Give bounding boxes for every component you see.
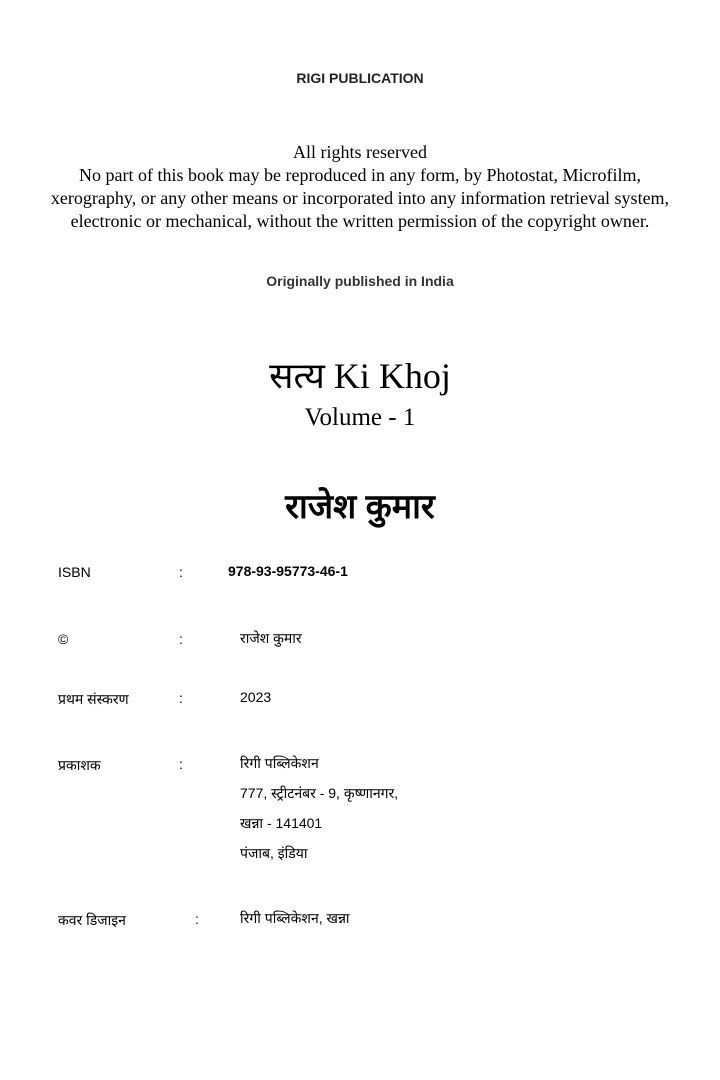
detail-colon: : [179, 631, 183, 647]
address-line: 777, स्ट्रीटनंबर - 9, कृष्णानगर, [240, 785, 399, 801]
publisher-address [240, 748, 398, 868]
address-line: रिगी पब्लिकेशन [240, 755, 319, 771]
detail-value: रिगी पब्लिकेशन, खन्ना [240, 910, 350, 926]
book-volume: Volume - 1 [304, 404, 416, 431]
book-author: राजेश कुमार [285, 488, 435, 526]
rights-heading: All rights reserved [293, 142, 427, 162]
detail-label: कवर डिजाइन [58, 912, 126, 928]
detail-value: 978-93-95773-46-1 [228, 563, 348, 579]
publisher-header: RIGI PUBLICATION [296, 70, 424, 86]
detail-colon: : [195, 911, 199, 927]
detail-label: प्रथम संस्करण [58, 691, 129, 707]
rights-body: No part of this book may be reproduced in any form, by Photostat, Microfilm, xerography, or any other means or incorporated into any information retrieval system, electronic or mechanical, without the written permission of the copyright owner. [50, 165, 670, 231]
copyright-icon: © [58, 631, 69, 647]
detail-label: ISBN [58, 564, 91, 580]
detail-label: प्रकाशक [58, 757, 101, 773]
detail-colon: : [179, 564, 183, 580]
address-line: पंजाब, इंडिया [240, 845, 308, 861]
detail-colon: : [179, 756, 183, 772]
address-line: खन्ना - 141401 [240, 815, 323, 831]
book-title: सत्य Ki Khoj [269, 356, 451, 396]
detail-colon: : [179, 690, 183, 706]
rights-notice [40, 141, 680, 233]
detail-value: 2023 [240, 689, 272, 705]
detail-value: राजेश कुमार [240, 630, 302, 646]
origin-note: Originally published in India [266, 273, 454, 289]
